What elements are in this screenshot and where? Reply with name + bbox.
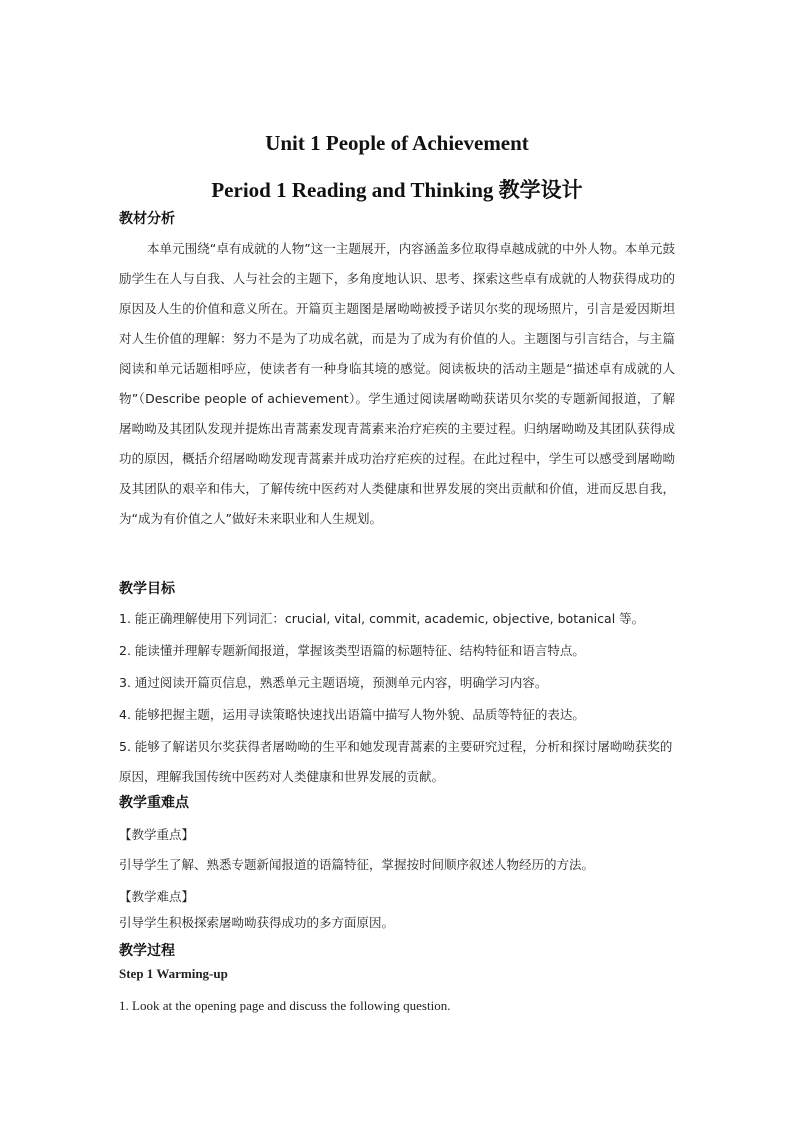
step-1-item-1: 1. Look at the opening page and discuss the following question.: [119, 998, 451, 1013]
section-heading-process: 教学过程: [119, 943, 175, 959]
objective-item-1: 1. 能正确理解使用下列词汇：crucial, vital, commit, academic, objective, botanical 等。: [119, 611, 645, 626]
section-heading-key-points: 教学重难点: [119, 795, 189, 811]
objective-item-2: 2. 能读懂并理解专题新闻报道，掌握该类型语篇的标题特征、结构特征和语言特点。: [119, 643, 585, 658]
section-heading-objectives: 教学目标: [119, 581, 175, 597]
difficulty-label: 【教学难点】: [119, 889, 195, 904]
analysis-paragraph: 本单元围绕“卓有成就的人物”这一主题展开，内容涵盖多位取得卓越成就的中外人物。本单元鼓励学生在人与自我、人与社会的主题下，多角度地认识、思考、探索这些卓有成就的人物获得成功的原因及人生的价值和意义所在。开篇页主题图是屠呦呦被授予诺贝尔奖的现场照片，引言是爱因斯坦对人生价值的理解：努力不是为了功成名就，而是为了成为有价值的人。主题图与引言结合，与主篇阅读和单元话题相呼应，使读者有一种身临其境的感觉。阅读板块的活动主题是“描述卓有成就的人物”（Describe people of achievement）。学生通过阅读屠呦呦获诺贝尔奖的专题新闻报道，了解屠呦呦及其团队发现并提炼出青蒿素发现青蒿素来治疗疟疾的主要过程。归纳屠呦呦及其团队获得成功的原因，概括介绍屠呦呦发现青蒿素并成功治疗疟疾的过程。在此过程中，学生可以感受到屠呦呦及其团队的艰辛和伟大，了解传统中医药对人类健康和世界发展的突出贡献和价值，进而反思自我，为“成为有价值之人”做好未来职业和人生规划。: [119, 241, 675, 526]
objective-item-4: 4. 能够把握主题，运用寻读策略快速找出语篇中描写人物外貌、品质等特征的表达。: [119, 707, 585, 722]
document-subtitle: Period 1 Reading and Thinking 教学设计: [211, 178, 583, 202]
difficulty-text: 引导学生积极探索屠呦呦获得成功的多方面原因。: [119, 915, 395, 930]
focus-text: 引导学生了解、熟悉专题新闻报道的语篇特征，掌握按时间顺序叙述人物经历的方法。: [119, 857, 595, 872]
document-title: Unit 1 People of Achievement: [265, 131, 529, 155]
step-1-heading: Step 1 Warming-up: [119, 966, 228, 981]
section-heading-analysis: 教材分析: [119, 211, 175, 227]
focus-label: 【教学重点】: [119, 827, 195, 842]
objective-item-3: 3. 通过阅读开篇页信息，熟悉单元主题语境，预测单元内容，明确学习内容。: [119, 675, 548, 690]
objective-item-5: 5. 能够了解诺贝尔奖获得者屠呦呦的生平和她发现青蒿素的主要研究过程，分析和探讨屠呦呦获奖的原因，理解我国传统中医药对人类健康和世界发展的贡献。: [119, 739, 673, 784]
